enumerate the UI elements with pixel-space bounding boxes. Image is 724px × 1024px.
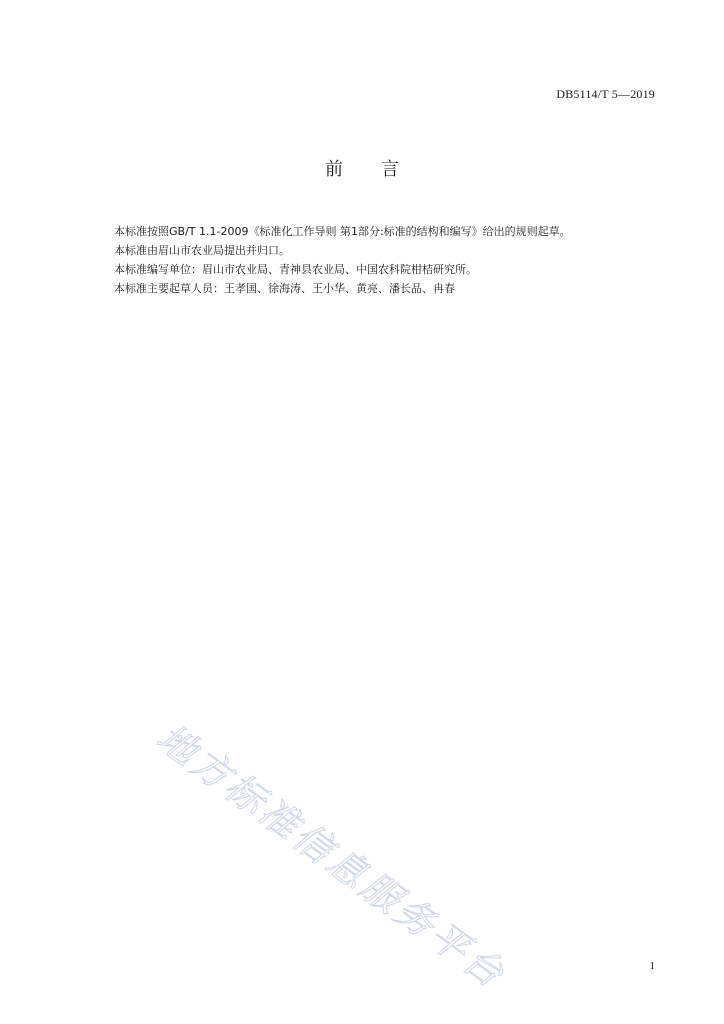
foreword-body: [114, 222, 674, 298]
standard-code: DB5114/T 5—2019: [556, 87, 655, 101]
title-char-1: 前: [325, 159, 343, 180]
title-char-2: 言: [381, 159, 399, 180]
foreword-line: 本标准按照GB/T 1.1-2009《标准化工作导则 第1部分:标准的结构和编写》给出的规则起草。: [114, 225, 571, 238]
page-title: [0, 155, 724, 181]
foreword-line: 本标准主要起草人员：王孝国、徐海涛、王小华、黄亮、潘长品、冉春: [114, 282, 455, 295]
watermark: 地方标准信息服务平台: [148, 715, 515, 998]
foreword-line: 本标准由眉山市农业局提出并归口。: [114, 244, 290, 257]
foreword-line: 本标准编写单位：眉山市农业局、青神县农业局、中国农科院柑桔研究所。: [114, 263, 477, 276]
page-number: 1: [649, 960, 655, 972]
